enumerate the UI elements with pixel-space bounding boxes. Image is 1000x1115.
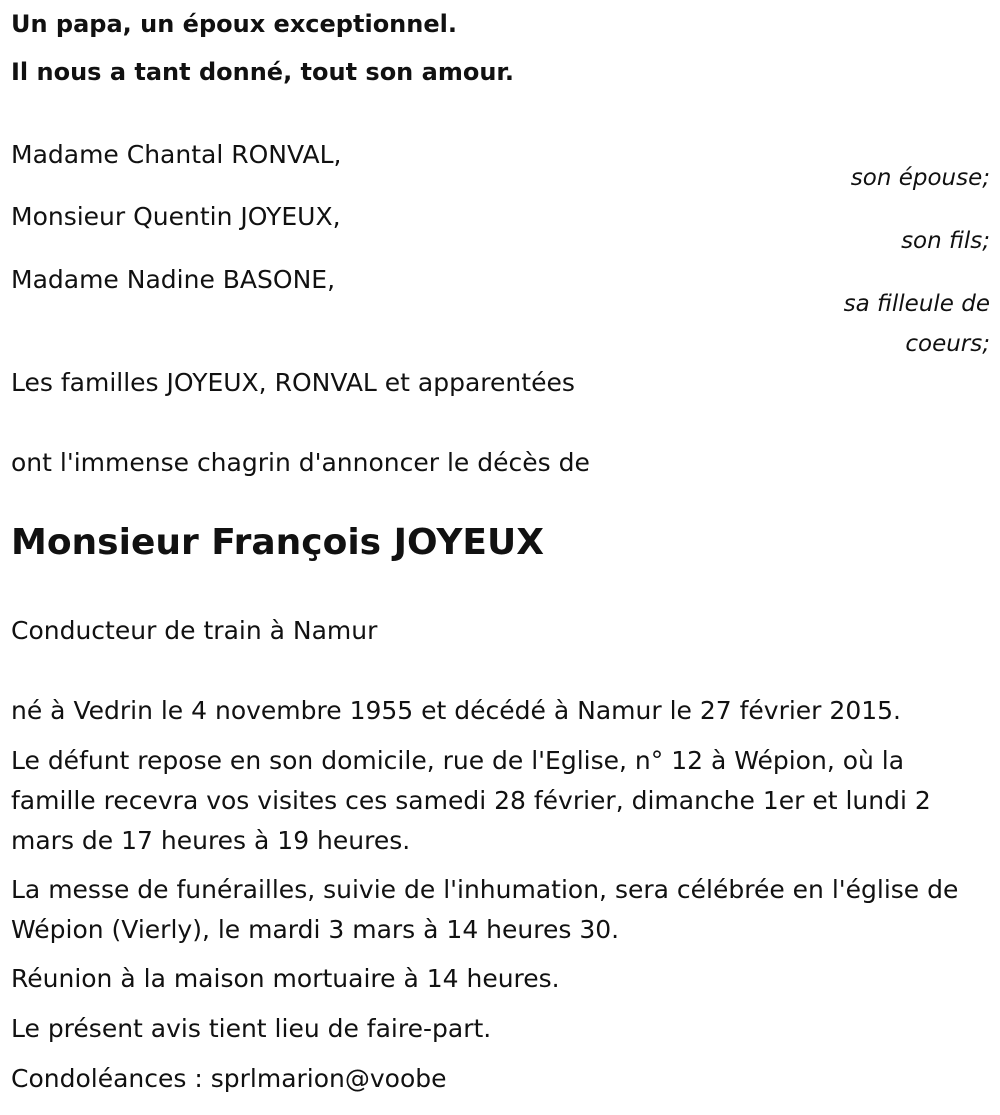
relative-name: Monsieur Quentin JOYEUX, (11, 202, 341, 231)
relative-name: Madame Chantal RONVAL, (11, 140, 342, 169)
relative-role: son épouse; (850, 165, 990, 191)
families-line: Les familles JOYEUX, RONVAL et apparentées (11, 368, 575, 397)
visitation-paragraph: Le défunt repose en son domicile, rue de l'Eglise, n° 12 à Wépion, où la famille recevra vos visites ces samedi 28 février, dimanche 1er et lundi 2 mars de 17 heures à 19 heures. (11, 746, 931, 855)
notice-line: Le présent avis tient lieu de faire-part. (11, 1014, 492, 1043)
relative-role: son fils; (901, 228, 990, 254)
meeting-line: Réunion à la maison mortuaire à 14 heures. (11, 964, 560, 993)
funeral-paragraph: La messe de funérailles, suivie de l'inhumation, sera célébrée en l'église de Wépion (Vierly), le mardi 3 mars à 14 heures 30. (11, 875, 959, 944)
relative-role: coeurs; (905, 331, 990, 357)
deceased-name: Monsieur François JOYEUX (11, 522, 544, 563)
intro-line-1: Un papa, un époux exceptionnel. (11, 10, 457, 38)
announcement-line: ont l'immense chagrin d'annoncer le décès de (11, 448, 590, 477)
condolences-line: Condoléances : sprlmarion@voobe (11, 1064, 447, 1093)
relative-role: sa filleule de (843, 291, 990, 317)
deceased-occupation: Conducteur de train à Namur (11, 616, 378, 645)
intro-line-2: Il nous a tant donné, tout son amour. (11, 58, 514, 86)
birth-death-line: né à Vedrin le 4 novembre 1955 et décédé à Namur le 27 février 2015. (11, 696, 901, 725)
relative-name: Madame Nadine BASONE, (11, 265, 336, 294)
